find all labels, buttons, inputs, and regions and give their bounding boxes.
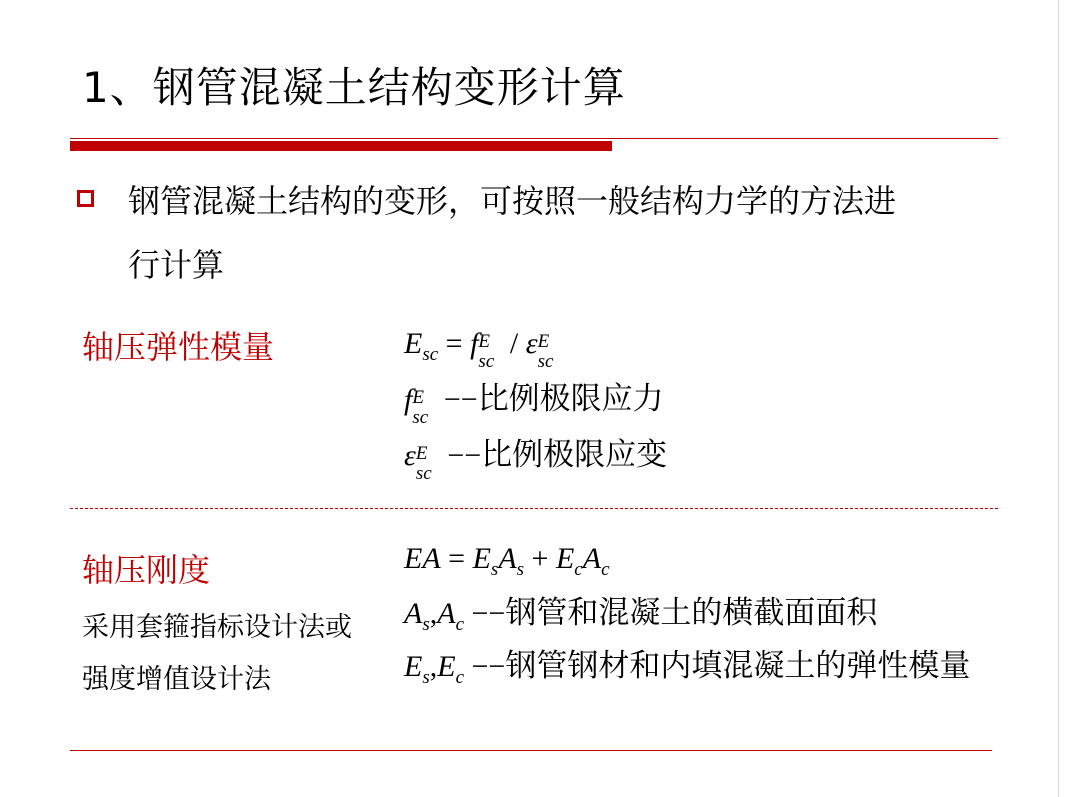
formula-dash: −− xyxy=(471,650,506,683)
footer-rule xyxy=(70,750,992,751)
formula-operator: / xyxy=(509,327,519,360)
formula-symbol: A xyxy=(582,542,602,575)
modulus-definition-stress xyxy=(404,378,664,429)
formula-operator: = xyxy=(448,542,466,575)
formula-subscript: c xyxy=(601,559,610,580)
formula-symbol: E xyxy=(437,650,456,683)
slide-edge-line xyxy=(1058,0,1059,797)
formula-dash: −− xyxy=(471,597,506,630)
formula-subscript: s xyxy=(422,667,430,688)
formula-symbol: f xyxy=(404,383,413,416)
formula-superscript: E xyxy=(478,331,491,353)
stiffness-definition-area xyxy=(404,592,877,646)
bullet-text-line1: 钢管混凝土结构的变形，可按照一般结构力学的方法进 xyxy=(128,182,897,220)
formula-symbol: E xyxy=(472,542,491,575)
formula-subscript: s xyxy=(422,614,430,635)
formula-subscript: sc xyxy=(422,344,439,365)
formula-symbol: E xyxy=(555,542,575,575)
definition-text: 比例极限应力 xyxy=(477,381,664,417)
formula-subscript: s xyxy=(490,559,499,580)
formula-symbol: A xyxy=(498,542,517,575)
formula-symbol: EA xyxy=(404,542,441,575)
formula-dash: −− xyxy=(447,439,482,472)
formula-superscript: E xyxy=(415,443,428,465)
formula-symbol: A xyxy=(404,597,423,630)
formula-subscript: c xyxy=(574,559,583,580)
axial-modulus-label: 轴压弹性模量 xyxy=(82,328,275,366)
bullet-text-line2: 行计算 xyxy=(128,246,225,284)
modulus-formula xyxy=(404,323,562,376)
method-text-line2: 强度增值设计法 xyxy=(82,664,271,695)
formula-comma: , xyxy=(429,597,438,630)
stiffness-formula xyxy=(404,538,610,591)
formula-subscript: sc xyxy=(415,463,432,485)
title-underline-thin xyxy=(70,138,998,139)
slide-title: 1、钢管混凝土结构变形计算 xyxy=(82,63,626,112)
method-text-line1: 采用套箍指标设计法或 xyxy=(82,612,352,643)
formula-dash: −− xyxy=(443,383,478,416)
formula-subscript: sc xyxy=(537,351,554,373)
formula-subscript: c xyxy=(455,667,464,688)
square-bullet-icon xyxy=(77,190,94,207)
formula-subscript: c xyxy=(455,614,464,635)
title-underline-thick xyxy=(70,141,612,151)
formula-operator: = xyxy=(445,327,463,360)
definition-text: 比例极限应变 xyxy=(481,437,668,473)
formula-subscript: s xyxy=(516,559,525,580)
stiffness-definition-modulus xyxy=(404,645,970,699)
formula-superscript: E xyxy=(412,387,424,409)
formula-symbol: E xyxy=(404,650,423,683)
formula-subscript: sc xyxy=(412,407,429,429)
formula-superscript: E xyxy=(537,331,550,353)
axial-stiffness-label: 轴压刚度 xyxy=(82,551,211,589)
formula-symbol: ε xyxy=(525,327,538,360)
section-divider xyxy=(70,508,998,509)
formula-symbol: E xyxy=(404,327,423,360)
modulus-definition-strain xyxy=(404,434,668,485)
formula-symbol: ε xyxy=(404,439,416,472)
formula-symbol: f xyxy=(470,327,479,360)
formula-subscript: sc xyxy=(478,351,495,373)
formula-comma: , xyxy=(429,650,438,683)
formula-symbol: A xyxy=(437,597,456,630)
definition-text: 钢管和混凝土的横截面面积 xyxy=(505,595,878,631)
definition-text: 钢管钢材和内填混凝土的弹性模量 xyxy=(505,648,971,684)
formula-operator: + xyxy=(531,542,549,575)
